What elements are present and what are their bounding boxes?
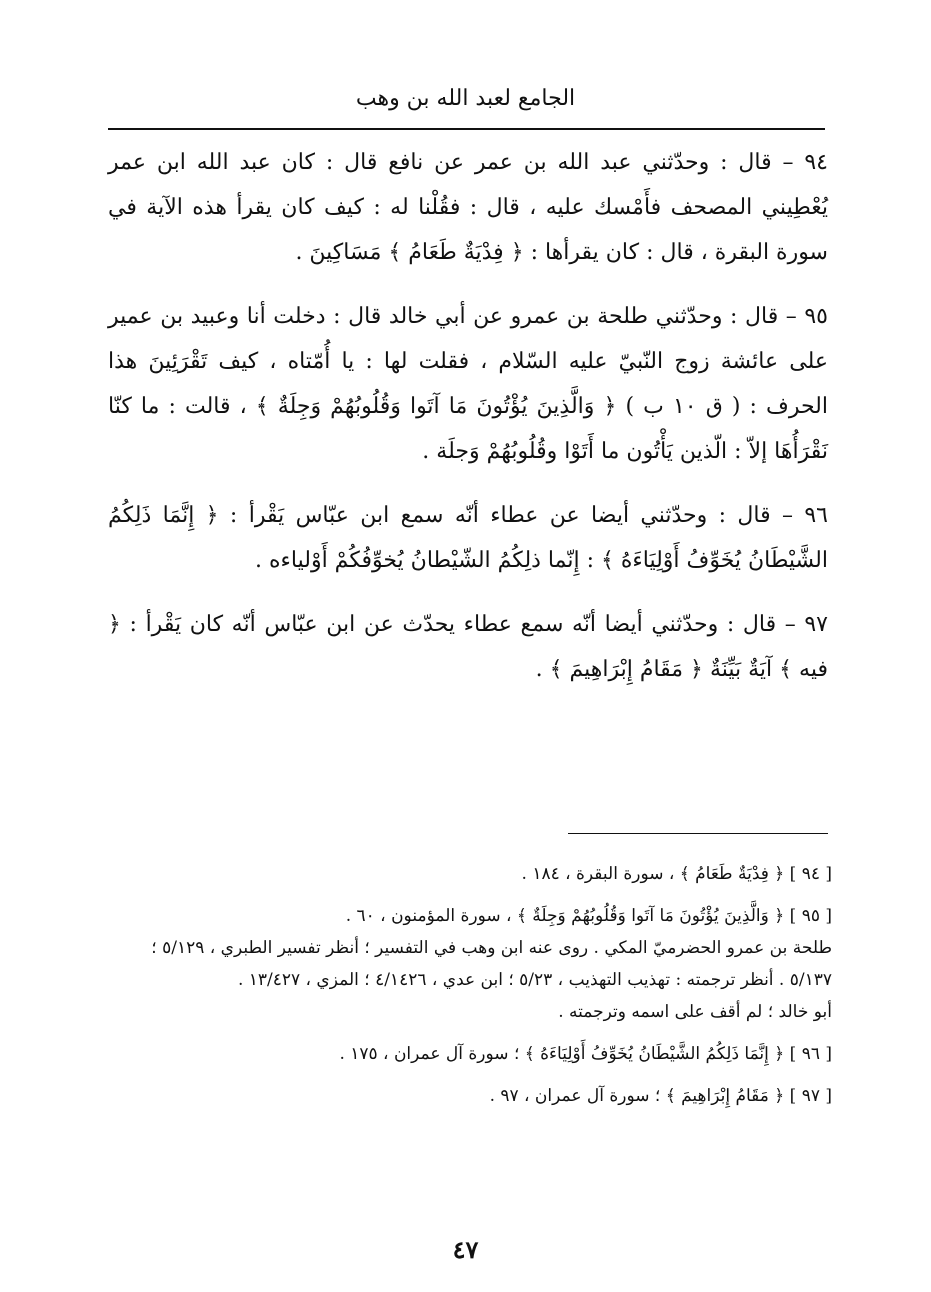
footnote-94 bbox=[104, 858, 832, 890]
header-rule bbox=[108, 128, 825, 130]
paragraph-97: ٩٧ – قال : وحدّثني أيضا أنّه سمع عطاء يحدّث عن ابن عبّاس أنّه كان يَقْرأ : ﴿ فيه ﴾ آيَةٌ بَيِّنَةٌ ﴿ مَقَامُ إِبْرَاهِيمَ ﴾ . bbox=[108, 612, 828, 682]
footnote-rule bbox=[568, 833, 828, 834]
footnote-97 bbox=[104, 1080, 832, 1112]
footnote-line: [ ٩٤ ] ﴿ فِدْيَةٌ طَعَامُ ﴾ ، سورة البقرة ، ١٨٤ . bbox=[521, 864, 832, 884]
footnote-line: [ ٩٧ ] ﴿ مَقَامُ إِبْرَاهِيمَ ﴾ ؛ سورة آل عمران ، ٩٧ . bbox=[489, 1086, 832, 1106]
footnote-95 bbox=[104, 900, 832, 1028]
running-header: الجامع لعبد الله بن وهب bbox=[355, 86, 576, 111]
footnote-line: أبو خالد ؛ لم أقف على اسمه وترجمته . bbox=[558, 1002, 832, 1022]
paragraph-96: ٩٦ – قال : وحدّثني أيضا عن عطاء أنّه سمع ابن عبّاس يَقْرأ : ﴿ إِنَّمَا ذَلِكُمُ الشَّيْطَانُ يُخَوِّفُ أَوْلِيَاءَهُ ﴾ : إِنّما ذلِكُمُ الشّيْطانُ يُخوِّفُكُمْ أَوْلياءه . bbox=[108, 503, 828, 573]
page-number: ٤٧ bbox=[452, 1235, 479, 1264]
footnote-line: طلحة بن عمرو الحضرميّ المكي . روى عنه ابن وهب في التفسير ؛ أنظر تفسير الطبري ، ٥/١٢٩ ؛ ٥/١٣٧ . أنظر ترجمته : تهذيب التهذيب ، ٥/٢٣ ؛ ابن عدي ، ٤/١٤٢٦ ؛ المزي ، ١٣/٤٢٧ . bbox=[151, 938, 832, 990]
footnote-line: [ ٩٥ ] ﴿ وَالَّذِينَ يُؤْتُونَ مَا آتَوا وَقُلُوبُهُمْ وَجِلَةٌ ﴾ ، سورة المؤمنون ، ٦٠ . bbox=[345, 906, 832, 926]
footnote-96 bbox=[104, 1038, 832, 1070]
main-text bbox=[108, 140, 828, 711]
paragraph-94: ٩٤ – قال : وحدّثني عبد الله بن عمر عن نافع قال : كان عبد الله ابن عمر يُعْطِيني المصحف فأَمْسك عليه ، قال : فقُلْنا له : كيف كان يقرأ هذه الآية في سورة البقرة ، قال : كان يقرأها : ﴿ فِدْيَةٌ طَعَامُ ﴾ مَسَاكِينَ . bbox=[108, 150, 828, 265]
paragraph-95: ٩٥ – قال : وحدّثني طلحة بن عمرو عن أبي خالد قال : دخلت أنا وعبيد بن عمير على عائشة زوج النّبيّ عليه السّلام ، فقلت لها : يا أُمّتاه ، كيف تَقْرَئِينَ هذا الحرف : ( ق ١٠ ب ) ﴿ وَالَّذِينَ يُؤْتُونَ مَا آتَوا وَقُلُوبُهُمْ وَجِلَةٌ ﴾ ، قالت : ما كنّا نَقْرَأُهَا إلاّ : الّذين يَأْتُون ما أَتَوْا وقُلُوبُهُمْ وَجلَة . bbox=[108, 304, 828, 464]
footnote-line: [ ٩٦ ] ﴿ إِنَّمَا ذَلِكُمُ الشَّيْطَانُ يُخَوِّفُ أَوْلِيَاءَهُ ﴾ ؛ سورة آل عمران ، ١٧٥ . bbox=[339, 1044, 832, 1064]
footnotes bbox=[104, 858, 832, 1122]
